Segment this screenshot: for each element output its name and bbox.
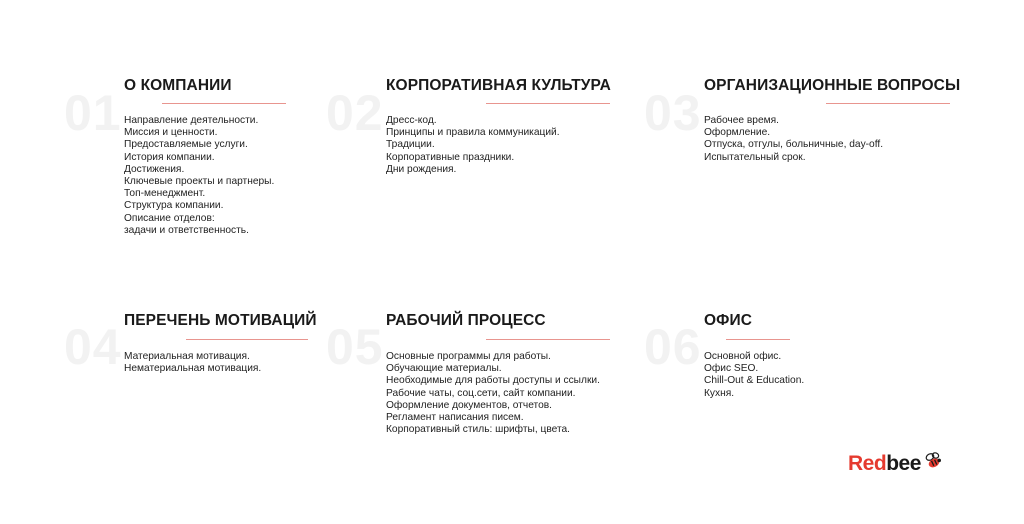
- list-item: Оформление документов, отчетов.: [386, 399, 553, 411]
- bg-number-01: 01: [64, 85, 122, 141]
- list-item: Кухня.: [704, 387, 735, 399]
- bg-number-06: 06: [644, 319, 702, 375]
- list-item: Материальная мотивация.: [124, 351, 250, 362]
- list-item: Топ-менеджмент.: [124, 188, 206, 200]
- bg-number-02: 02: [326, 85, 384, 141]
- section-title-culture: КОРПОРАТИВНАЯ КУЛЬТУРА: [386, 77, 611, 94]
- list-item: Отпуска, отгулы, больничные, day-off.: [704, 139, 884, 151]
- bg-number-05: 05: [326, 319, 384, 375]
- section-list-motivation: [124, 351, 261, 375]
- list-item: Дни рождения.: [386, 163, 457, 175]
- section-list-company: [124, 115, 274, 237]
- list-item: Структура компании.: [124, 200, 224, 212]
- section-list-culture: [386, 115, 560, 176]
- section-rule: [162, 103, 286, 104]
- list-item: Рабочее время.: [704, 115, 779, 126]
- bg-number-03: 03: [644, 85, 702, 141]
- list-item: Офис SEO.: [704, 363, 759, 375]
- list-item: Корпоративный стиль: шрифты, цвета.: [386, 424, 571, 436]
- list-item: Описание отделов:: [124, 212, 215, 224]
- section-rule: [486, 103, 610, 104]
- list-item: Основной офис.: [704, 351, 782, 362]
- bg-number-04: 04: [64, 319, 122, 375]
- list-item: Предоставляемые услуги.: [124, 139, 248, 151]
- list-item: Миссия и ценности.: [124, 127, 218, 139]
- section-list-office: [704, 351, 804, 400]
- list-item: Дресс-код.: [386, 115, 437, 126]
- logo-text-red: Red: [848, 451, 887, 475]
- section-rule: [486, 339, 610, 340]
- logo-wordmark: [848, 453, 921, 474]
- redbee-logo: [848, 449, 944, 477]
- section-title-company: О КОМПАНИИ: [124, 77, 232, 94]
- list-item: Оформление.: [704, 127, 771, 139]
- list-item: Необходимые для работы доступы и ссылки.: [386, 375, 600, 387]
- list-item: Ключевые проекты и партнеры.: [124, 176, 275, 188]
- list-item: Chill-Out & Education.: [704, 375, 805, 387]
- list-item: Нематериальная мотивация.: [124, 363, 262, 375]
- bee-icon: [922, 449, 944, 471]
- list-item: Испытательный срок.: [704, 151, 806, 163]
- section-title-motivation: ПЕРЕЧЕНЬ МОТИВАЦИЙ: [124, 312, 317, 329]
- logo-text-dark: bee: [886, 451, 921, 475]
- list-item: Принципы и правила коммуникаций.: [386, 127, 560, 139]
- section-list-workflow: [386, 351, 600, 436]
- list-item: Регламент написания писем.: [386, 412, 524, 424]
- list-item: Корпоративные праздники.: [386, 151, 515, 163]
- section-list-org: [704, 115, 883, 164]
- section-title-office: ОФИС: [704, 312, 753, 329]
- list-item: Достижения.: [124, 163, 185, 175]
- list-item: задачи и ответственность.: [124, 224, 249, 236]
- list-item: Традиции.: [386, 139, 435, 151]
- section-title-workflow: РАБОЧИЙ ПРОЦЕСС: [386, 312, 546, 329]
- list-item: Основные программы для работы.: [386, 351, 551, 362]
- section-rule: [726, 339, 790, 340]
- list-item: История компании.: [124, 151, 215, 163]
- section-rule: [186, 339, 308, 340]
- list-item: Рабочие чаты, соц.сети, сайт компании.: [386, 387, 576, 399]
- section-rule: [826, 103, 950, 104]
- list-item: Обучающие материалы.: [386, 363, 502, 375]
- list-item: Направление деятельности.: [124, 115, 259, 126]
- section-title-org: ОРГАНИЗАЦИОННЫЕ ВОПРОСЫ: [704, 77, 961, 94]
